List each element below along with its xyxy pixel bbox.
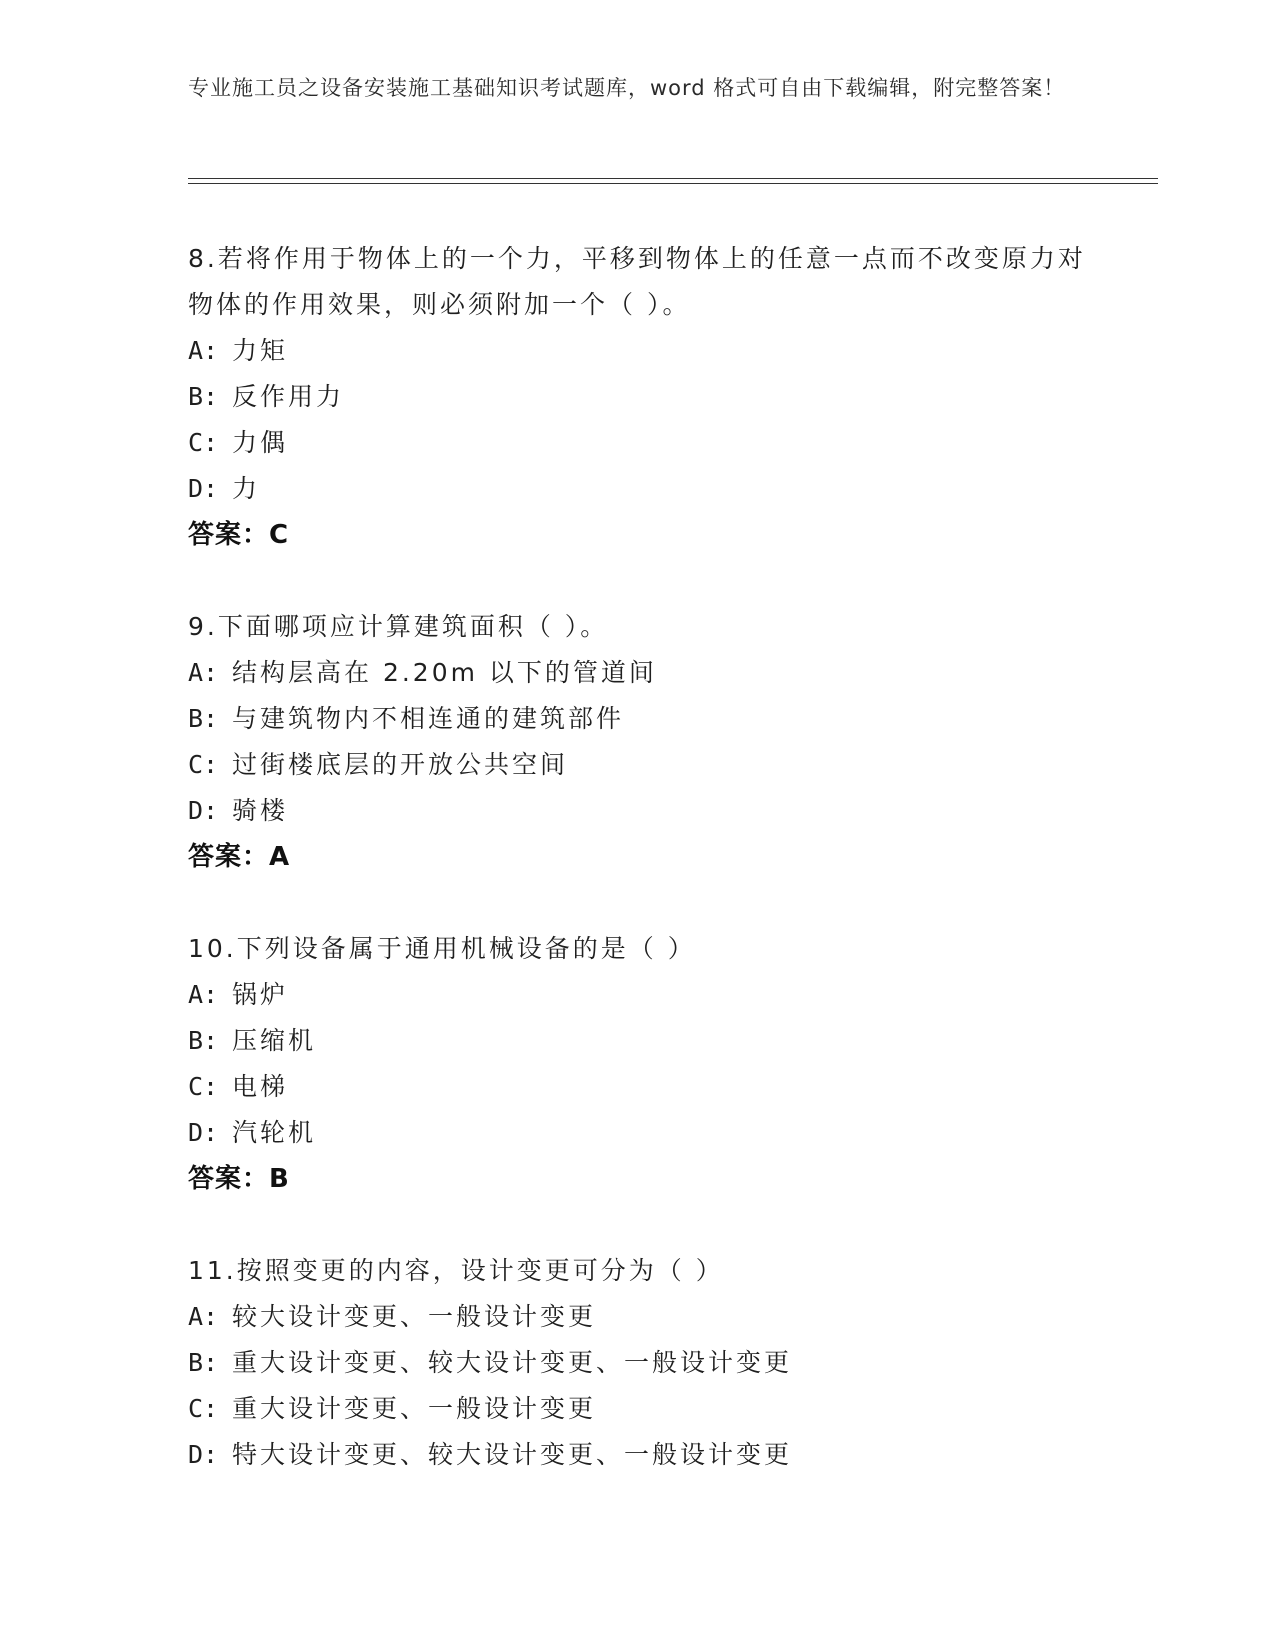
option-b [188, 696, 1088, 742]
option-letter: D: [188, 1118, 219, 1147]
option-a [188, 328, 1088, 374]
question-9 [188, 604, 1088, 880]
option-b [188, 374, 1088, 420]
option-c [188, 1064, 1088, 1110]
question-stem: 9.下面哪项应计算建筑面积（ ）。 [188, 612, 609, 641]
option-a [188, 972, 1088, 1018]
question-stem: 11.按照变更的内容，设计变更可分为（ ） [188, 1256, 724, 1285]
option-b [188, 1018, 1088, 1064]
option-letter: D: [188, 1440, 219, 1469]
option-letter: A: [188, 1302, 219, 1331]
option-letter: A: [188, 658, 219, 687]
document-header: 专业施工员之设备安装施工基础知识考试题库，word 格式可自由下载编辑，附完整答案！ [188, 76, 1066, 100]
option-letter: C: [188, 1394, 219, 1423]
question-11 [188, 1248, 1088, 1478]
option-text: 特大设计变更、较大设计变更、一般设计变更 [232, 1440, 793, 1469]
question-stem: 8.若将作用于物体上的一个力，平移到物体上的任意一点而不改变原力对物体的作用效果，则必须附加一个（ ）。 [188, 244, 1086, 319]
header-rule-top [188, 178, 1158, 179]
option-c [188, 742, 1088, 788]
option-d [188, 1110, 1088, 1156]
option-letter: D: [188, 796, 219, 825]
option-text: 骑楼 [232, 796, 289, 825]
answer-line: 答案：A [188, 842, 291, 872]
option-text: 反作用力 [232, 382, 345, 411]
option-text: 力矩 [232, 336, 289, 365]
option-letter: A: [188, 980, 219, 1009]
option-letter: B: [188, 704, 219, 733]
option-c [188, 1386, 1088, 1432]
option-text: 电梯 [232, 1072, 289, 1101]
question-list [188, 236, 1088, 1524]
option-text: 较大设计变更、一般设计变更 [232, 1302, 597, 1331]
option-letter: C: [188, 1072, 219, 1101]
option-text: 重大设计变更、一般设计变更 [232, 1394, 597, 1423]
answer-line: 答案：C [188, 520, 290, 550]
option-letter: B: [188, 382, 219, 411]
option-letter: B: [188, 1348, 219, 1377]
option-text: 力 [232, 474, 261, 503]
option-d [188, 788, 1088, 834]
option-b [188, 1340, 1088, 1386]
option-letter: D: [188, 474, 219, 503]
option-letter: B: [188, 1026, 219, 1055]
option-text: 结构层高在 2.20m 以下的管道间 [232, 658, 657, 687]
option-d [188, 466, 1088, 512]
answer-line: 答案：B [188, 1164, 290, 1194]
option-a [188, 1294, 1088, 1340]
option-a [188, 650, 1088, 696]
option-text: 重大设计变更、较大设计变更、一般设计变更 [232, 1348, 793, 1377]
question-10 [188, 926, 1088, 1202]
option-c [188, 420, 1088, 466]
option-d [188, 1432, 1088, 1478]
option-text: 力偶 [232, 428, 289, 457]
option-letter: A: [188, 336, 219, 365]
question-stem: 10.下列设备属于通用机械设备的是（ ） [188, 934, 696, 963]
option-letter: C: [188, 750, 219, 779]
option-text: 压缩机 [232, 1026, 317, 1055]
header-rule-bottom [188, 183, 1158, 184]
option-text: 汽轮机 [232, 1118, 317, 1147]
option-text: 过街楼底层的开放公共空间 [232, 750, 569, 779]
option-text: 锅炉 [232, 980, 289, 1009]
option-letter: C: [188, 428, 219, 457]
question-8 [188, 236, 1088, 558]
option-text: 与建筑物内不相连通的建筑部件 [232, 704, 625, 733]
